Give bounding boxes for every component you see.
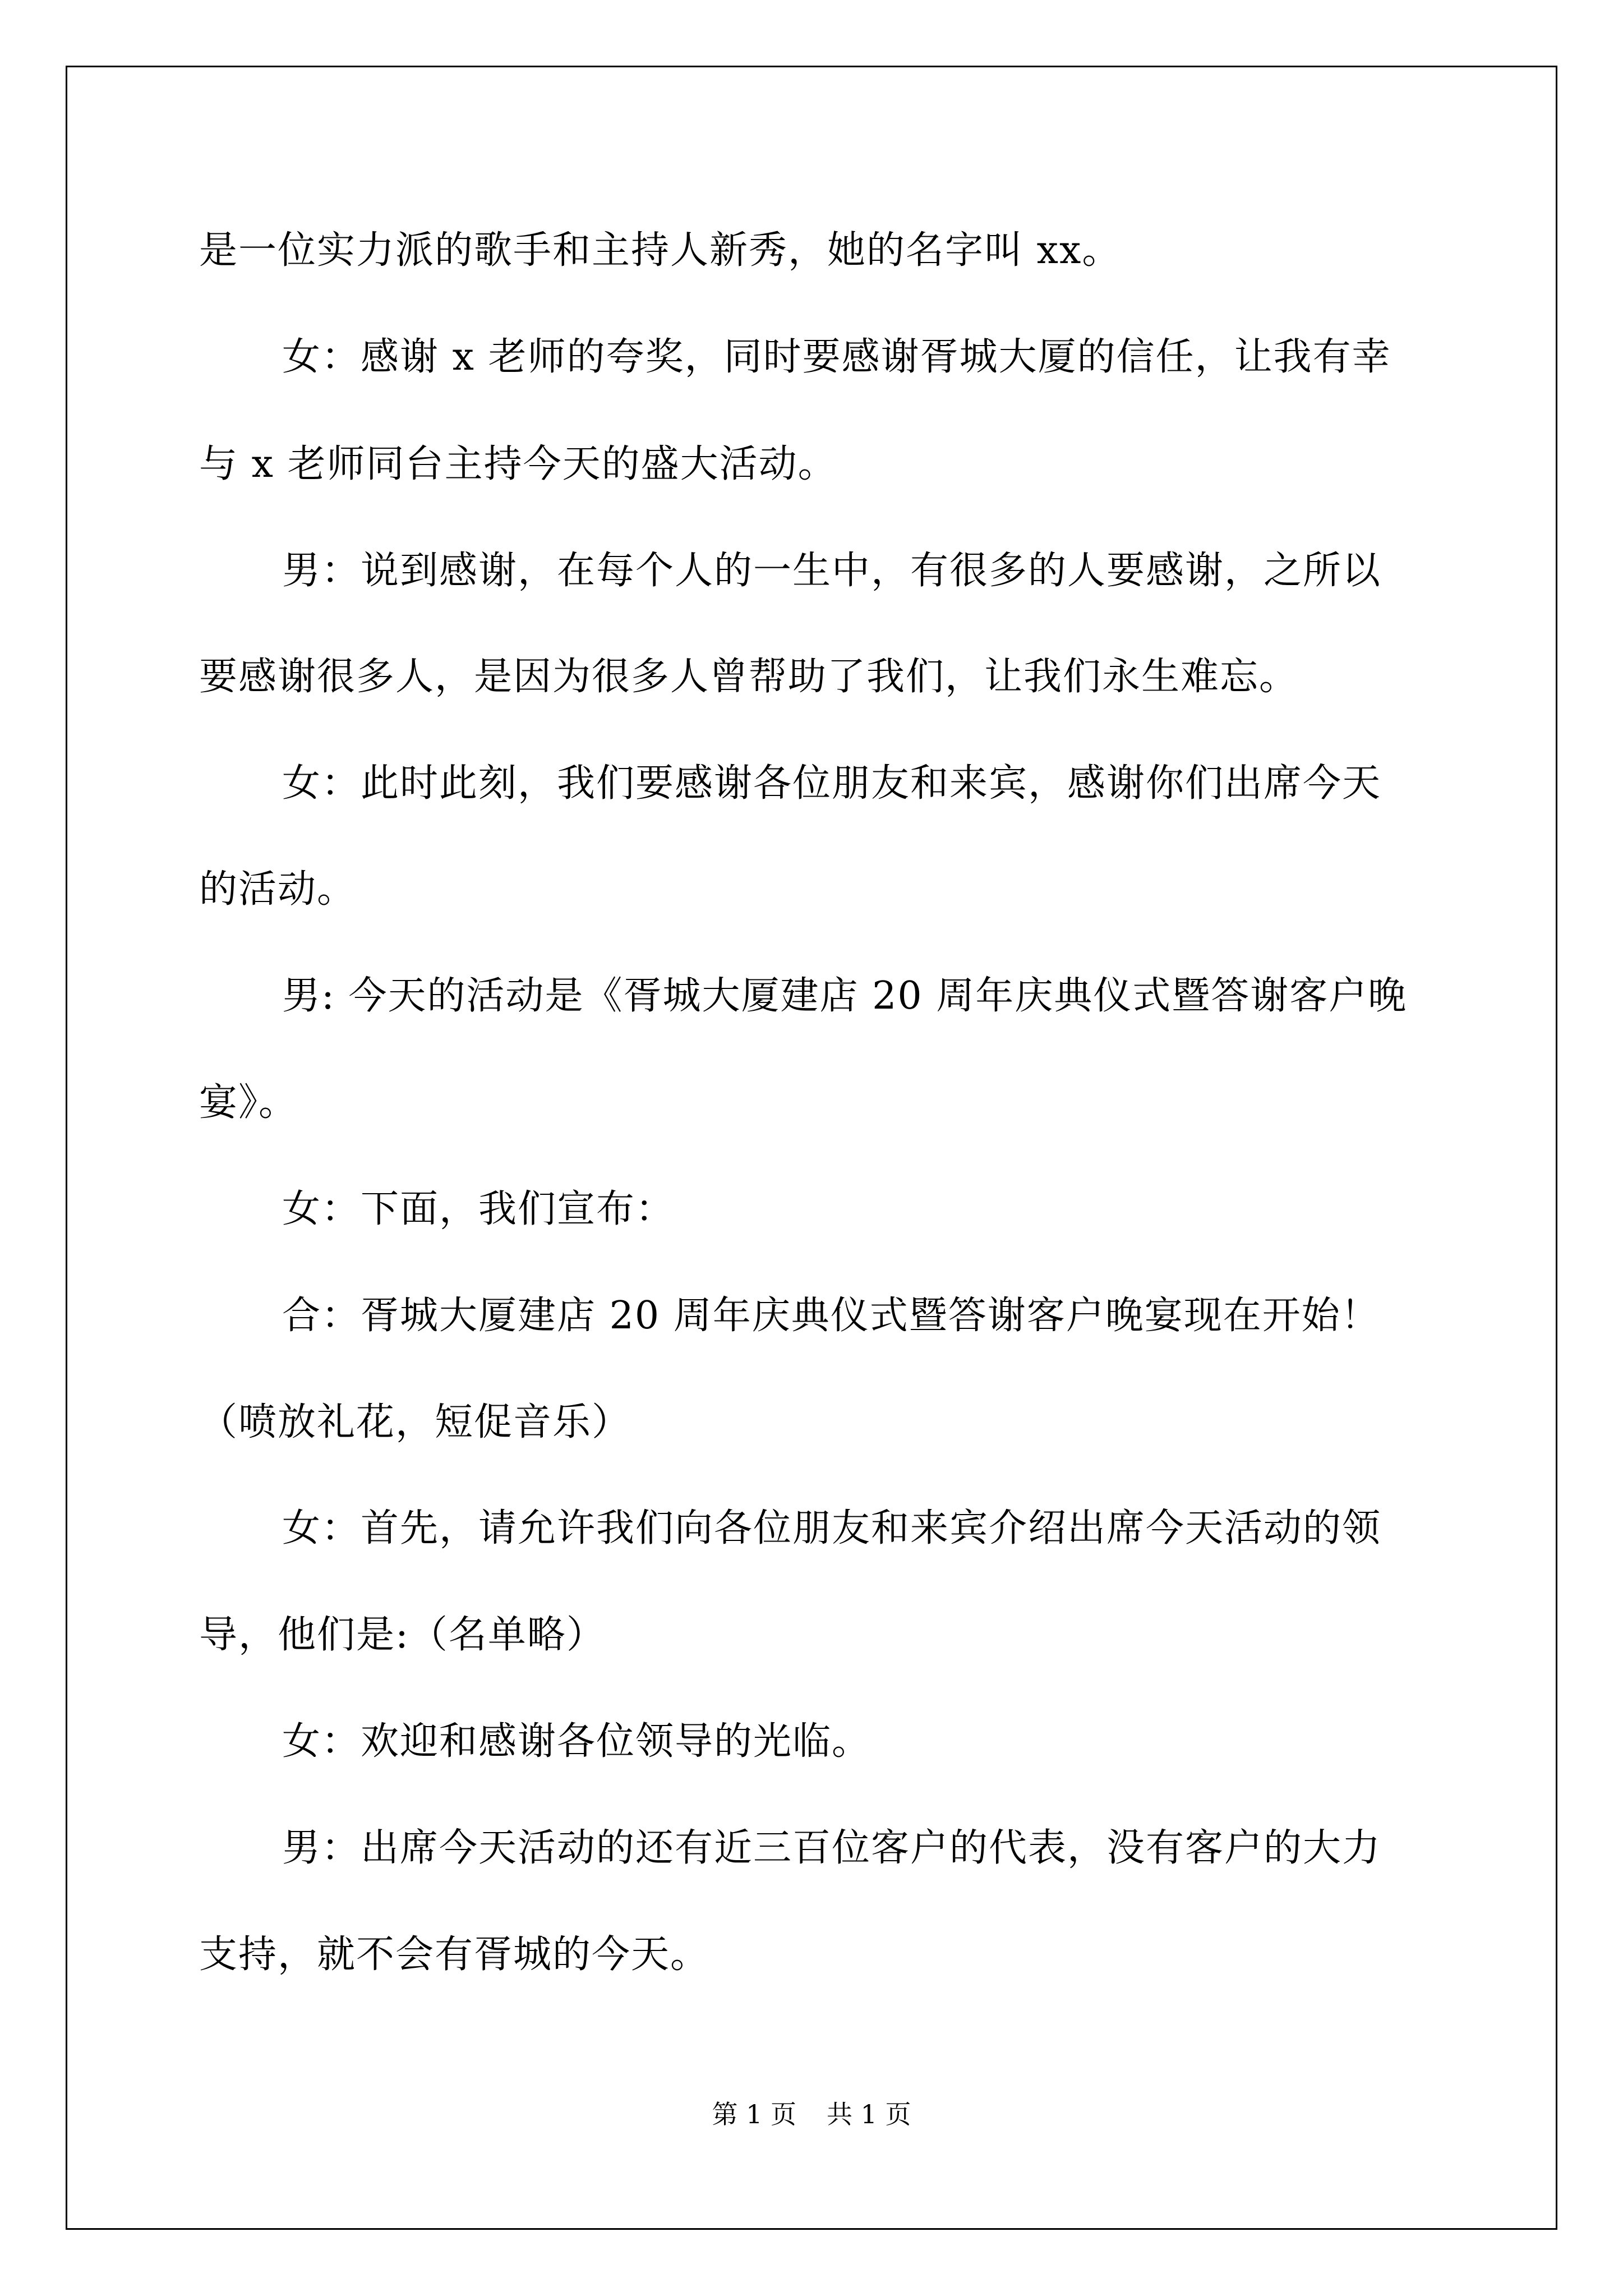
text-line: 导，他们是:（名单略）: [199, 1613, 606, 1657]
text-line: 支持，就不会有胥城的今天。: [199, 1932, 710, 1977]
text-line: 与 x 老师同台主持今天的盛大活动。: [199, 442, 837, 486]
text-line: 女：下面，我们宣布：: [282, 1187, 675, 1231]
text-line: 是一位实力派的歌手和主持人新秀，她的名字叫 xx。: [199, 228, 1122, 273]
page-border: [66, 66, 1557, 2230]
page-footer: [0, 2099, 1623, 2130]
text-line: 男：说到感谢，在每个人的一生中，有很多的人要感谢，之所以: [282, 549, 1382, 593]
text-line: 男：出席今天活动的还有近三百位客户的代表，没有客户的大力: [282, 1826, 1382, 1870]
text-line: 女：欢迎和感谢各位领导的光临。: [282, 1719, 872, 1764]
text-line: 女：感谢 x 老师的夸奖，同时要感谢胥城大厦的信任，让我有幸: [282, 335, 1391, 379]
page-total: 共 1 页: [827, 2099, 911, 2129]
page-number: 第 1 页: [712, 2099, 796, 2129]
text-line: 宴》。: [199, 1080, 298, 1125]
text-line: 女：首先，请允许我们向各位朋友和来宾介绍出席今天活动的领: [282, 1506, 1382, 1550]
text-line: 男: 今天的活动是《胥城大厦建店 20 周年庆典仪式暨答谢客户晚: [282, 974, 1408, 1018]
text-line: 女：此时此刻，我们要感谢各位朋友和来宾，感谢你们出席今天: [282, 761, 1382, 806]
text-line: 合：胥城大厦建店 20 周年庆典仪式暨答谢客户晚宴现在开始！: [282, 1294, 1380, 1338]
text-line: 的活动。: [199, 867, 357, 912]
text-line: （喷放礼花，短促音乐）: [199, 1400, 631, 1444]
text-line: 要感谢很多人，是因为很多人曾帮助了我们，让我们永生难忘。: [199, 655, 1299, 699]
